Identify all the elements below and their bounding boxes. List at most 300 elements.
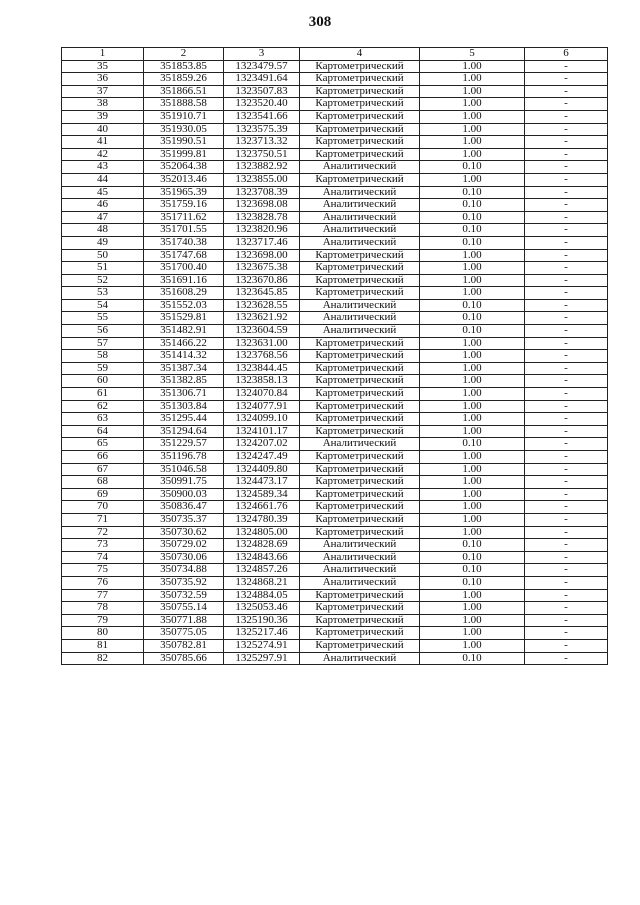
table-row xyxy=(62,110,608,123)
column-header-1: 1 xyxy=(62,48,144,61)
table-row xyxy=(62,262,608,275)
cell-accuracy: 0.10 xyxy=(420,539,525,552)
cell-x-coordinate: 351229.57 xyxy=(144,438,224,451)
cell-accuracy: 1.00 xyxy=(420,463,525,476)
cell-method: Картометрический xyxy=(300,73,420,86)
cell-point-number: 64 xyxy=(62,425,144,438)
cell-point-number: 65 xyxy=(62,438,144,451)
cell-note: - xyxy=(525,627,608,640)
cell-y-coordinate: 1324828.69 xyxy=(224,539,300,552)
cell-x-coordinate: 351759.16 xyxy=(144,199,224,212)
cell-note: - xyxy=(525,186,608,199)
cell-note: - xyxy=(525,451,608,464)
table-row xyxy=(62,337,608,350)
cell-x-coordinate: 351930.05 xyxy=(144,123,224,136)
cell-y-coordinate: 1324868.21 xyxy=(224,576,300,589)
table-row xyxy=(62,173,608,186)
cell-method: Аналитический xyxy=(300,224,420,237)
cell-y-coordinate: 1323575.39 xyxy=(224,123,300,136)
column-header-6: 6 xyxy=(525,48,608,61)
cell-accuracy: 1.00 xyxy=(420,400,525,413)
cell-accuracy: 0.10 xyxy=(420,199,525,212)
cell-x-coordinate: 351303.84 xyxy=(144,400,224,413)
cell-point-number: 60 xyxy=(62,375,144,388)
cell-method: Картометрический xyxy=(300,488,420,501)
cell-point-number: 71 xyxy=(62,513,144,526)
cell-x-coordinate: 350785.66 xyxy=(144,652,224,665)
cell-point-number: 69 xyxy=(62,488,144,501)
cell-point-number: 82 xyxy=(62,652,144,665)
cell-accuracy: 1.00 xyxy=(420,60,525,73)
cell-y-coordinate: 1323768.56 xyxy=(224,350,300,363)
cell-x-coordinate: 351382.85 xyxy=(144,375,224,388)
cell-note: - xyxy=(525,639,608,652)
cell-method: Картометрический xyxy=(300,526,420,539)
cell-method: Картометрический xyxy=(300,463,420,476)
cell-point-number: 63 xyxy=(62,413,144,426)
cell-method: Картометрический xyxy=(300,287,420,300)
cell-note: - xyxy=(525,312,608,325)
cell-method: Картометрический xyxy=(300,501,420,514)
cell-x-coordinate: 351990.51 xyxy=(144,136,224,149)
cell-accuracy: 1.00 xyxy=(420,337,525,350)
table-header xyxy=(62,48,608,61)
cell-x-coordinate: 350836.47 xyxy=(144,501,224,514)
cell-x-coordinate: 350735.92 xyxy=(144,576,224,589)
cell-y-coordinate: 1323645.85 xyxy=(224,287,300,300)
cell-y-coordinate: 1323604.59 xyxy=(224,325,300,338)
cell-x-coordinate: 351608.29 xyxy=(144,287,224,300)
cell-method: Картометрический xyxy=(300,602,420,615)
cell-y-coordinate: 1323844.45 xyxy=(224,362,300,375)
cell-note: - xyxy=(525,526,608,539)
cell-x-coordinate: 350775.05 xyxy=(144,627,224,640)
cell-method: Аналитический xyxy=(300,551,420,564)
cell-y-coordinate: 1323631.00 xyxy=(224,337,300,350)
table-row xyxy=(62,652,608,665)
table-row xyxy=(62,73,608,86)
table-row xyxy=(62,476,608,489)
cell-accuracy: 1.00 xyxy=(420,274,525,287)
cell-y-coordinate: 1325053.46 xyxy=(224,602,300,615)
cell-x-coordinate: 350771.88 xyxy=(144,614,224,627)
table-row xyxy=(62,325,608,338)
cell-method: Картометрический xyxy=(300,627,420,640)
page-number: 308 xyxy=(308,14,332,30)
cell-accuracy: 0.10 xyxy=(420,312,525,325)
cell-accuracy: 1.00 xyxy=(420,627,525,640)
cell-point-number: 74 xyxy=(62,551,144,564)
cell-method: Аналитический xyxy=(300,325,420,338)
table-row xyxy=(62,98,608,111)
cell-accuracy: 1.00 xyxy=(420,262,525,275)
cell-x-coordinate: 350730.06 xyxy=(144,551,224,564)
cell-note: - xyxy=(525,299,608,312)
cell-note: - xyxy=(525,652,608,665)
table-row xyxy=(62,299,608,312)
cell-x-coordinate: 351414.32 xyxy=(144,350,224,363)
cell-note: - xyxy=(525,211,608,224)
cell-method: Картометрический xyxy=(300,589,420,602)
cell-y-coordinate: 1323507.83 xyxy=(224,85,300,98)
cell-accuracy: 1.00 xyxy=(420,375,525,388)
cell-x-coordinate: 351866.51 xyxy=(144,85,224,98)
cell-method: Картометрический xyxy=(300,362,420,375)
cell-accuracy: 1.00 xyxy=(420,602,525,615)
cell-note: - xyxy=(525,249,608,262)
cell-method: Картометрический xyxy=(300,413,420,426)
cell-note: - xyxy=(525,564,608,577)
cell-point-number: 42 xyxy=(62,148,144,161)
cell-y-coordinate: 1324843.66 xyxy=(224,551,300,564)
cell-point-number: 80 xyxy=(62,627,144,640)
cell-method: Картометрический xyxy=(300,476,420,489)
table-row xyxy=(62,627,608,640)
cell-accuracy: 0.10 xyxy=(420,652,525,665)
table-row xyxy=(62,501,608,514)
cell-note: - xyxy=(525,476,608,489)
cell-method: Аналитический xyxy=(300,576,420,589)
cell-method: Аналитический xyxy=(300,161,420,174)
cell-y-coordinate: 1323713.32 xyxy=(224,136,300,149)
cell-point-number: 43 xyxy=(62,161,144,174)
cell-x-coordinate: 352013.46 xyxy=(144,173,224,186)
cell-y-coordinate: 1323491.64 xyxy=(224,73,300,86)
cell-note: - xyxy=(525,337,608,350)
cell-x-coordinate: 351482.91 xyxy=(144,325,224,338)
column-header-5: 5 xyxy=(420,48,525,61)
cell-point-number: 52 xyxy=(62,274,144,287)
cell-note: - xyxy=(525,262,608,275)
cell-note: - xyxy=(525,375,608,388)
cell-x-coordinate: 351196.78 xyxy=(144,451,224,464)
cell-method: Аналитический xyxy=(300,652,420,665)
cell-note: - xyxy=(525,425,608,438)
table-row xyxy=(62,576,608,589)
cell-x-coordinate: 351853.85 xyxy=(144,60,224,73)
cell-note: - xyxy=(525,236,608,249)
cell-method: Аналитический xyxy=(300,186,420,199)
cell-note: - xyxy=(525,501,608,514)
cell-accuracy: 1.00 xyxy=(420,476,525,489)
table-row xyxy=(62,274,608,287)
cell-y-coordinate: 1324070.84 xyxy=(224,388,300,401)
cell-x-coordinate: 351747.68 xyxy=(144,249,224,262)
cell-note: - xyxy=(525,350,608,363)
table-row xyxy=(62,463,608,476)
cell-y-coordinate: 1324780.39 xyxy=(224,513,300,526)
cell-note: - xyxy=(525,287,608,300)
cell-point-number: 66 xyxy=(62,451,144,464)
cell-y-coordinate: 1323670.86 xyxy=(224,274,300,287)
table-row xyxy=(62,350,608,363)
table-row xyxy=(62,362,608,375)
cell-y-coordinate: 1324884.05 xyxy=(224,589,300,602)
cell-y-coordinate: 1325297.91 xyxy=(224,652,300,665)
cell-accuracy: 1.00 xyxy=(420,526,525,539)
cell-point-number: 36 xyxy=(62,73,144,86)
cell-point-number: 44 xyxy=(62,173,144,186)
cell-y-coordinate: 1323717.46 xyxy=(224,236,300,249)
table-row xyxy=(62,526,608,539)
cell-point-number: 81 xyxy=(62,639,144,652)
cell-x-coordinate: 351910.71 xyxy=(144,110,224,123)
cell-x-coordinate: 351740.38 xyxy=(144,236,224,249)
cell-point-number: 68 xyxy=(62,476,144,489)
cell-point-number: 37 xyxy=(62,85,144,98)
cell-x-coordinate: 350782.81 xyxy=(144,639,224,652)
cell-note: - xyxy=(525,161,608,174)
cell-y-coordinate: 1323858.13 xyxy=(224,375,300,388)
cell-accuracy: 0.10 xyxy=(420,211,525,224)
cell-point-number: 56 xyxy=(62,325,144,338)
cell-y-coordinate: 1324207.02 xyxy=(224,438,300,451)
cell-method: Картометрический xyxy=(300,400,420,413)
cell-accuracy: 1.00 xyxy=(420,350,525,363)
table-row xyxy=(62,438,608,451)
cell-point-number: 62 xyxy=(62,400,144,413)
cell-x-coordinate: 351295.44 xyxy=(144,413,224,426)
cell-y-coordinate: 1323698.00 xyxy=(224,249,300,262)
cell-note: - xyxy=(525,551,608,564)
cell-y-coordinate: 1323541.66 xyxy=(224,110,300,123)
cell-y-coordinate: 1324101.17 xyxy=(224,425,300,438)
cell-point-number: 48 xyxy=(62,224,144,237)
table-row xyxy=(62,488,608,501)
cell-point-number: 61 xyxy=(62,388,144,401)
table-row xyxy=(62,400,608,413)
cell-method: Картометрический xyxy=(300,337,420,350)
cell-x-coordinate: 350732.59 xyxy=(144,589,224,602)
cell-x-coordinate: 351859.26 xyxy=(144,73,224,86)
header-row xyxy=(62,48,608,61)
cell-note: - xyxy=(525,98,608,111)
cell-y-coordinate: 1324473.17 xyxy=(224,476,300,489)
cell-y-coordinate: 1323750.51 xyxy=(224,148,300,161)
cell-point-number: 35 xyxy=(62,60,144,73)
cell-method: Аналитический xyxy=(300,236,420,249)
cell-method: Картометрический xyxy=(300,388,420,401)
cell-method: Аналитический xyxy=(300,312,420,325)
cell-accuracy: 1.00 xyxy=(420,513,525,526)
cell-method: Картометрический xyxy=(300,136,420,149)
cell-note: - xyxy=(525,136,608,149)
cell-note: - xyxy=(525,110,608,123)
cell-accuracy: 1.00 xyxy=(420,123,525,136)
cell-x-coordinate: 351888.58 xyxy=(144,98,224,111)
table-row xyxy=(62,161,608,174)
cell-point-number: 75 xyxy=(62,564,144,577)
column-header-4: 4 xyxy=(300,48,420,61)
cell-accuracy: 0.10 xyxy=(420,161,525,174)
cell-y-coordinate: 1323882.92 xyxy=(224,161,300,174)
cell-method: Картометрический xyxy=(300,639,420,652)
cell-note: - xyxy=(525,148,608,161)
table-row xyxy=(62,413,608,426)
cell-point-number: 50 xyxy=(62,249,144,262)
cell-y-coordinate: 1323675.38 xyxy=(224,262,300,275)
cell-x-coordinate: 351306.71 xyxy=(144,388,224,401)
cell-x-coordinate: 351965.39 xyxy=(144,186,224,199)
cell-method: Картометрический xyxy=(300,85,420,98)
cell-accuracy: 1.00 xyxy=(420,148,525,161)
cell-x-coordinate: 351700.40 xyxy=(144,262,224,275)
cell-note: - xyxy=(525,413,608,426)
cell-method: Аналитический xyxy=(300,564,420,577)
cell-accuracy: 0.10 xyxy=(420,325,525,338)
cell-point-number: 49 xyxy=(62,236,144,249)
cell-note: - xyxy=(525,589,608,602)
cell-point-number: 79 xyxy=(62,614,144,627)
cell-accuracy: 0.10 xyxy=(420,236,525,249)
cell-note: - xyxy=(525,274,608,287)
cell-point-number: 72 xyxy=(62,526,144,539)
table-row xyxy=(62,614,608,627)
table-row xyxy=(62,136,608,149)
table-row xyxy=(62,236,608,249)
cell-x-coordinate: 351701.55 xyxy=(144,224,224,237)
table-row xyxy=(62,425,608,438)
cell-y-coordinate: 1323828.78 xyxy=(224,211,300,224)
cell-method: Аналитический xyxy=(300,211,420,224)
cell-accuracy: 1.00 xyxy=(420,85,525,98)
cell-x-coordinate: 351999.81 xyxy=(144,148,224,161)
cell-accuracy: 1.00 xyxy=(420,413,525,426)
table-row xyxy=(62,148,608,161)
cell-method: Картометрический xyxy=(300,249,420,262)
cell-note: - xyxy=(525,488,608,501)
cell-x-coordinate: 352064.38 xyxy=(144,161,224,174)
cell-note: - xyxy=(525,325,608,338)
cell-note: - xyxy=(525,85,608,98)
cell-x-coordinate: 351294.64 xyxy=(144,425,224,438)
table-row xyxy=(62,451,608,464)
cell-point-number: 38 xyxy=(62,98,144,111)
cell-y-coordinate: 1323698.08 xyxy=(224,199,300,212)
cell-point-number: 73 xyxy=(62,539,144,552)
cell-method: Картометрический xyxy=(300,274,420,287)
cell-x-coordinate: 350900.03 xyxy=(144,488,224,501)
cell-method: Картометрический xyxy=(300,425,420,438)
cell-x-coordinate: 351046.58 xyxy=(144,463,224,476)
cell-x-coordinate: 350730.62 xyxy=(144,526,224,539)
cell-note: - xyxy=(525,438,608,451)
cell-point-number: 51 xyxy=(62,262,144,275)
cell-accuracy: 1.00 xyxy=(420,110,525,123)
cell-accuracy: 0.10 xyxy=(420,299,525,312)
table-row xyxy=(62,312,608,325)
cell-note: - xyxy=(525,388,608,401)
cell-note: - xyxy=(525,400,608,413)
cell-y-coordinate: 1324247.49 xyxy=(224,451,300,464)
cell-y-coordinate: 1324857.26 xyxy=(224,564,300,577)
cell-method: Картометрический xyxy=(300,375,420,388)
table-row xyxy=(62,199,608,212)
column-header-3: 3 xyxy=(224,48,300,61)
cell-accuracy: 1.00 xyxy=(420,98,525,111)
cell-note: - xyxy=(525,463,608,476)
cell-point-number: 54 xyxy=(62,299,144,312)
cell-accuracy: 1.00 xyxy=(420,425,525,438)
cell-note: - xyxy=(525,602,608,615)
cell-point-number: 70 xyxy=(62,501,144,514)
cell-method: Картометрический xyxy=(300,451,420,464)
cell-point-number: 57 xyxy=(62,337,144,350)
cell-method: Картометрический xyxy=(300,350,420,363)
cell-note: - xyxy=(525,576,608,589)
cell-accuracy: 1.00 xyxy=(420,589,525,602)
table-row xyxy=(62,60,608,73)
cell-y-coordinate: 1323628.55 xyxy=(224,299,300,312)
cell-y-coordinate: 1323820.96 xyxy=(224,224,300,237)
cell-note: - xyxy=(525,60,608,73)
table-row xyxy=(62,513,608,526)
table-row xyxy=(62,564,608,577)
cell-accuracy: 1.00 xyxy=(420,136,525,149)
cell-y-coordinate: 1324589.34 xyxy=(224,488,300,501)
cell-method: Картометрический xyxy=(300,123,420,136)
table-row xyxy=(62,539,608,552)
cell-accuracy: 1.00 xyxy=(420,173,525,186)
table-row xyxy=(62,589,608,602)
table-body xyxy=(62,60,608,665)
cell-y-coordinate: 1324805.00 xyxy=(224,526,300,539)
cell-method: Картометрический xyxy=(300,148,420,161)
cell-accuracy: 1.00 xyxy=(420,639,525,652)
cell-accuracy: 0.10 xyxy=(420,186,525,199)
cell-method: Аналитический xyxy=(300,299,420,312)
cell-point-number: 39 xyxy=(62,110,144,123)
cell-y-coordinate: 1325274.91 xyxy=(224,639,300,652)
table-row xyxy=(62,287,608,300)
table-row xyxy=(62,375,608,388)
cell-point-number: 76 xyxy=(62,576,144,589)
table-row xyxy=(62,224,608,237)
cell-point-number: 78 xyxy=(62,602,144,615)
table-row xyxy=(62,388,608,401)
cell-accuracy: 1.00 xyxy=(420,501,525,514)
cell-accuracy: 1.00 xyxy=(420,388,525,401)
table-row xyxy=(62,85,608,98)
cell-x-coordinate: 350755.14 xyxy=(144,602,224,615)
cell-note: - xyxy=(525,173,608,186)
table-row xyxy=(62,249,608,262)
cell-x-coordinate: 351529.81 xyxy=(144,312,224,325)
cell-point-number: 47 xyxy=(62,211,144,224)
cell-accuracy: 0.10 xyxy=(420,576,525,589)
cell-x-coordinate: 350735.37 xyxy=(144,513,224,526)
cell-point-number: 41 xyxy=(62,136,144,149)
cell-accuracy: 1.00 xyxy=(420,287,525,300)
cell-point-number: 58 xyxy=(62,350,144,363)
cell-x-coordinate: 350734.88 xyxy=(144,564,224,577)
table-row xyxy=(62,639,608,652)
cell-x-coordinate: 351711.62 xyxy=(144,211,224,224)
cell-accuracy: 1.00 xyxy=(420,488,525,501)
cell-y-coordinate: 1324661.76 xyxy=(224,501,300,514)
cell-point-number: 40 xyxy=(62,123,144,136)
table-row xyxy=(62,186,608,199)
cell-accuracy: 1.00 xyxy=(420,249,525,262)
cell-y-coordinate: 1324409.80 xyxy=(224,463,300,476)
cell-accuracy: 1.00 xyxy=(420,614,525,627)
cell-point-number: 59 xyxy=(62,362,144,375)
cell-note: - xyxy=(525,614,608,627)
cell-accuracy: 0.10 xyxy=(420,564,525,577)
cell-y-coordinate: 1323855.00 xyxy=(224,173,300,186)
cell-point-number: 45 xyxy=(62,186,144,199)
cell-y-coordinate: 1323708.39 xyxy=(224,186,300,199)
